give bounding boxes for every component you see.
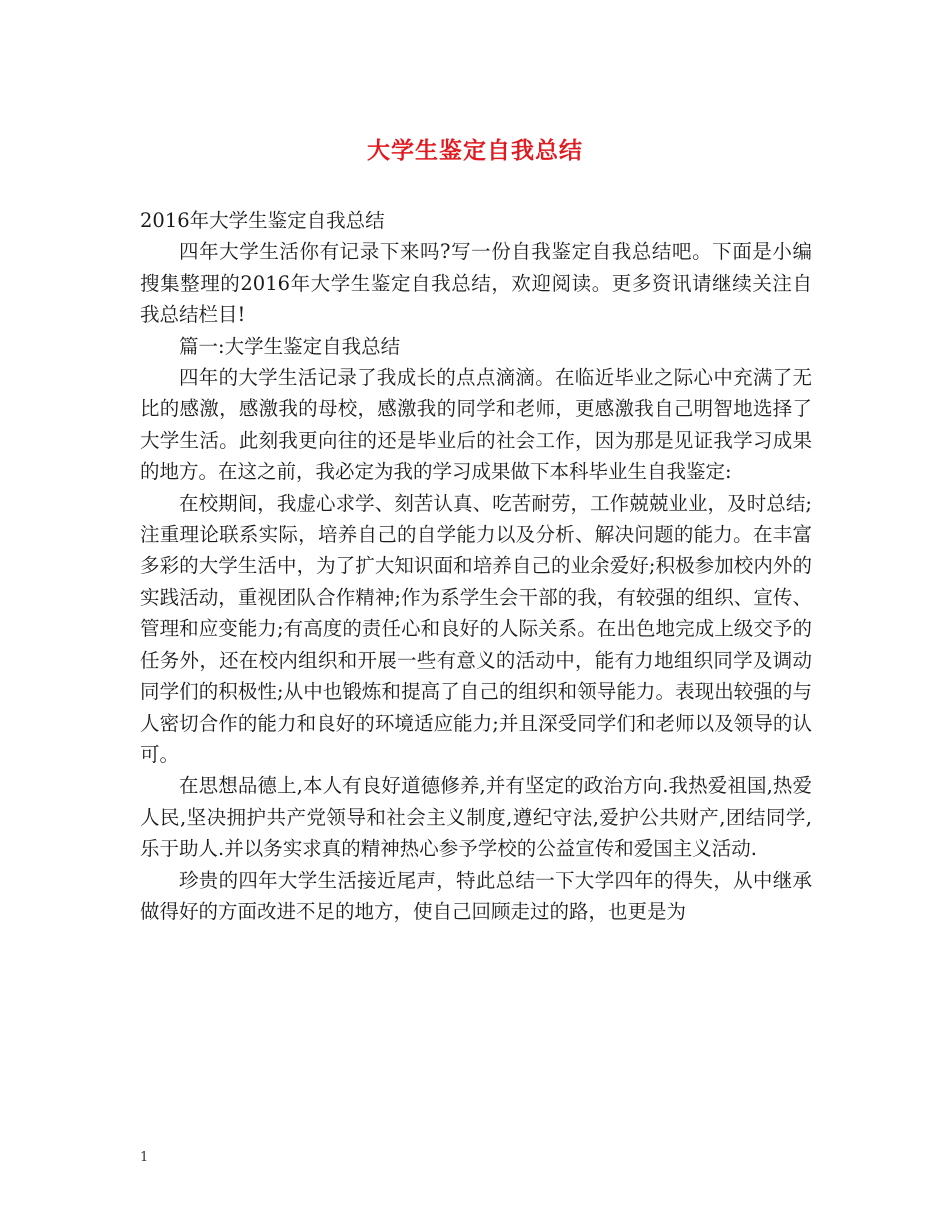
document-subtitle: 2016年大学生鉴定自我总结	[140, 209, 385, 232]
document-title: 大学生鉴定自我总结	[367, 137, 583, 164]
paragraph-2: 在校期间，我虚心求学、刻苦认真、吃苦耐劳，工作兢兢业业，及时总结;注重理论联系实际，培养自己的自学能力以及分析、解决问题的能力。在丰富多彩的大学生活中，为了扩大知识面和培养自己的业余爱好;积极参加校内外的实践活动，重视团队合作精神;作为系学生会干部的我，有较强的组织、宣传、管理和应变能力;有高度的责任心和良好的人际关系。在出色地完成上级交予的任务外，还在校内组织和开展一些有意义的活动中，能有力地组织同学及调动同学们的积极性;从中也锻炼和提高了自己的组织和领导能力。表现出较强的与人密切合作的能力和良好的环境适应能力;并且深受同学们和老师以及领导的认可。	[140, 491, 812, 766]
paragraph-4: 珍贵的四年大学生活接近尾声，特此总结一下大学四年的得失，从中继承做得好的方面改进不足的地方，使自己回顾走过的路，也更是为	[140, 868, 812, 923]
paragraph-1: 四年的大学生活记录了我成长的点点滴滴。在临近毕业之际心中充满了无比的感激，感激我的母校，感激我的同学和老师，更感激我自己明智地选择了大学生活。此刻我更向往的还是毕业后的社会工作，因为那是见证我学习成果的地方。在这之前，我必定为我的学习成果做下本科毕业生自我鉴定:	[140, 366, 812, 484]
section-heading: 篇一:大学生鉴定自我总结	[179, 334, 401, 358]
paragraph-3: 在思想品德上,本人有良好道德修养,并有坚定的政治方向.我热爱祖国,热爱人民,坚决拥护共产党领导和社会主义制度,遵纪守法,爱护公共财产,团结同学,乐于助人.并以务实求真的精神热心参予学校的公益宣传和爱国主义活动.	[140, 774, 812, 861]
page-number: 1	[140, 1150, 149, 1165]
document-body	[140, 205, 812, 927]
paragraph-intro: 四年大学生活你有记录下来吗?写一份自我鉴定自我总结吧。下面是小编搜集整理的2016年大学生鉴定自我总结，欢迎阅读。更多资讯请继续关注自我总结栏目!	[140, 240, 812, 327]
